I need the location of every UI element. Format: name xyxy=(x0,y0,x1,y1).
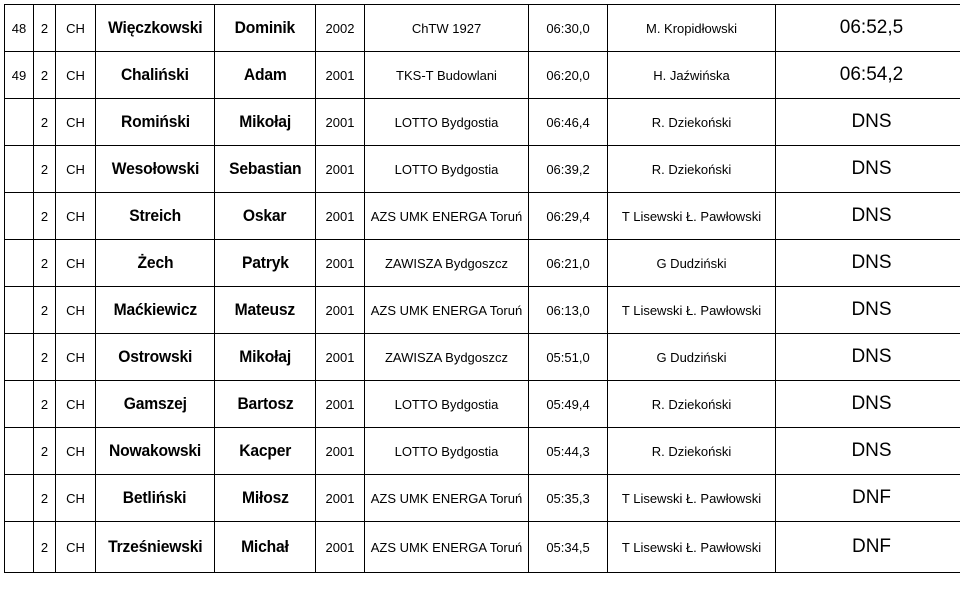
place-cell xyxy=(5,99,34,146)
coach-cell: T Lisewski Ł. Pawłowski xyxy=(608,287,776,334)
birth-year-cell: 2001 xyxy=(316,381,365,428)
coach-cell: T Lisewski Ł. Pawłowski xyxy=(608,475,776,522)
table-row xyxy=(5,193,960,240)
table-row xyxy=(5,52,960,99)
time-cell: 05:35,3 xyxy=(529,475,608,522)
first-name-text: Bartosz xyxy=(236,394,294,413)
first-name-cell xyxy=(215,334,316,381)
table-row xyxy=(5,381,960,428)
last-name-cell xyxy=(96,193,215,240)
results-body xyxy=(5,5,960,573)
boat-type-cell: CH xyxy=(56,522,96,573)
result-cell: DNS xyxy=(776,146,960,193)
boat-type-cell: CH xyxy=(56,240,96,287)
place-cell xyxy=(5,146,34,193)
club-cell: LOTTO Bydgostia xyxy=(365,146,529,193)
birth-year-cell: 2001 xyxy=(316,475,365,522)
birth-year-cell: 2001 xyxy=(316,146,365,193)
coach-cell: G Dudziński xyxy=(608,240,776,287)
first-name-cell xyxy=(215,522,316,573)
first-name-cell xyxy=(215,381,316,428)
last-name-cell xyxy=(96,146,215,193)
result-cell: DNS xyxy=(776,240,960,287)
last-name-cell xyxy=(96,52,215,99)
category-cell: 2 xyxy=(34,475,56,522)
last-name-text: Nowakowski xyxy=(108,441,202,460)
first-name-text: Miłosz xyxy=(241,488,289,507)
table-row xyxy=(5,287,960,334)
time-cell: 06:20,0 xyxy=(529,52,608,99)
results-table xyxy=(4,4,960,573)
table-row xyxy=(5,240,960,287)
birth-year-cell: 2001 xyxy=(316,428,365,475)
category-cell: 2 xyxy=(34,240,56,287)
category-cell: 2 xyxy=(34,381,56,428)
time-cell: 05:49,4 xyxy=(529,381,608,428)
coach-cell: R. Dziekoński xyxy=(608,381,776,428)
place-cell xyxy=(5,334,34,381)
first-name-text: Sebastian xyxy=(228,159,302,178)
club-cell: AZS UMK ENERGA Toruń xyxy=(365,193,529,240)
boat-type-cell: CH xyxy=(56,146,96,193)
first-name-cell xyxy=(215,193,316,240)
first-name-text: Kacper xyxy=(239,441,291,460)
first-name-cell xyxy=(215,99,316,146)
birth-year-cell: 2001 xyxy=(316,334,365,381)
time-cell: 05:51,0 xyxy=(529,334,608,381)
last-name-text: Romiński xyxy=(120,112,190,131)
first-name-text: Dominik xyxy=(234,18,296,37)
time-cell: 06:39,2 xyxy=(529,146,608,193)
time-cell: 06:21,0 xyxy=(529,240,608,287)
coach-cell: M. Kropidłowski xyxy=(608,5,776,52)
first-name-cell xyxy=(215,52,316,99)
first-name-text: Michał xyxy=(241,537,289,556)
table-row xyxy=(5,334,960,381)
club-cell: LOTTO Bydgostia xyxy=(365,99,529,146)
first-name-text: Patryk xyxy=(241,253,289,272)
table-row xyxy=(5,5,960,52)
category-cell: 2 xyxy=(34,287,56,334)
boat-type-cell: CH xyxy=(56,99,96,146)
table-row xyxy=(5,146,960,193)
last-name-cell xyxy=(96,5,215,52)
boat-type-cell: CH xyxy=(56,5,96,52)
boat-type-cell: CH xyxy=(56,52,96,99)
last-name-cell xyxy=(96,99,215,146)
time-cell: 06:29,4 xyxy=(529,193,608,240)
result-cell: DNS xyxy=(776,287,960,334)
coach-cell: R. Dziekoński xyxy=(608,146,776,193)
result-cell: DNF xyxy=(776,522,960,573)
result-cell: DNS xyxy=(776,99,960,146)
time-cell: 06:46,4 xyxy=(529,99,608,146)
coach-cell: H. Jaźwińska xyxy=(608,52,776,99)
last-name-text: Wesołowski xyxy=(111,159,199,178)
coach-cell: R. Dziekoński xyxy=(608,428,776,475)
last-name-cell xyxy=(96,381,215,428)
category-cell: 2 xyxy=(34,52,56,99)
first-name-text: Oskar xyxy=(243,206,287,225)
boat-type-cell: CH xyxy=(56,193,96,240)
boat-type-cell: CH xyxy=(56,287,96,334)
first-name-text: Adam xyxy=(243,65,287,84)
last-name-text: Streich xyxy=(129,206,181,225)
first-name-cell xyxy=(215,240,316,287)
club-cell: LOTTO Bydgostia xyxy=(365,381,529,428)
time-cell: 05:34,5 xyxy=(529,522,608,573)
category-cell: 2 xyxy=(34,193,56,240)
table-row xyxy=(5,428,960,475)
last-name-cell xyxy=(96,428,215,475)
category-cell: 2 xyxy=(34,522,56,573)
club-cell: LOTTO Bydgostia xyxy=(365,428,529,475)
place-cell xyxy=(5,193,34,240)
birth-year-cell: 2001 xyxy=(316,240,365,287)
last-name-text: Więczkowski xyxy=(107,18,203,37)
result-cell: DNS xyxy=(776,428,960,475)
result-cell: 06:52,5 xyxy=(776,5,960,52)
boat-type-cell: CH xyxy=(56,334,96,381)
last-name-text: Trześniewski xyxy=(107,537,203,556)
place-cell: 49 xyxy=(5,52,34,99)
first-name-text: Mateusz xyxy=(234,300,296,319)
result-cell: 06:54,2 xyxy=(776,52,960,99)
coach-cell: R. Dziekoński xyxy=(608,99,776,146)
time-cell: 06:30,0 xyxy=(529,5,608,52)
place-cell xyxy=(5,428,34,475)
coach-cell: T Lisewski Ł. Pawłowski xyxy=(608,193,776,240)
club-cell: AZS UMK ENERGA Toruń xyxy=(365,287,529,334)
first-name-text: Mikołaj xyxy=(239,112,291,131)
club-cell: ZAWISZA Bydgoszcz xyxy=(365,334,529,381)
birth-year-cell: 2001 xyxy=(316,99,365,146)
table-row xyxy=(5,522,960,573)
place-cell: 48 xyxy=(5,5,34,52)
category-cell: 2 xyxy=(34,428,56,475)
birth-year-cell: 2001 xyxy=(316,287,365,334)
club-cell: ChTW 1927 xyxy=(365,5,529,52)
category-cell: 2 xyxy=(34,5,56,52)
club-cell: AZS UMK ENERGA Toruń xyxy=(365,475,529,522)
first-name-cell xyxy=(215,287,316,334)
time-cell: 05:44,3 xyxy=(529,428,608,475)
place-cell xyxy=(5,522,34,573)
birth-year-cell: 2001 xyxy=(316,52,365,99)
boat-type-cell: CH xyxy=(56,381,96,428)
last-name-cell xyxy=(96,334,215,381)
place-cell xyxy=(5,240,34,287)
place-cell xyxy=(5,381,34,428)
boat-type-cell: CH xyxy=(56,428,96,475)
first-name-text: Mikołaj xyxy=(239,347,291,366)
result-cell: DNS xyxy=(776,193,960,240)
last-name-text: Ostrowski xyxy=(118,347,192,366)
last-name-text: Żech xyxy=(137,253,173,272)
coach-cell: T Lisewski Ł. Pawłowski xyxy=(608,522,776,573)
birth-year-cell: 2002 xyxy=(316,5,365,52)
birth-year-cell: 2001 xyxy=(316,522,365,573)
result-cell: DNS xyxy=(776,334,960,381)
first-name-cell xyxy=(215,428,316,475)
club-cell: TKS-T Budowlani xyxy=(365,52,529,99)
last-name-text: Maćkiewicz xyxy=(113,300,197,319)
first-name-cell xyxy=(215,5,316,52)
table-row xyxy=(5,99,960,146)
category-cell: 2 xyxy=(34,99,56,146)
club-cell: AZS UMK ENERGA Toruń xyxy=(365,522,529,573)
last-name-text: Gamszej xyxy=(123,394,187,413)
place-cell xyxy=(5,475,34,522)
time-cell: 06:13,0 xyxy=(529,287,608,334)
boat-type-cell: CH xyxy=(56,475,96,522)
club-cell: ZAWISZA Bydgoszcz xyxy=(365,240,529,287)
last-name-text: Betliński xyxy=(123,488,187,507)
birth-year-cell: 2001 xyxy=(316,193,365,240)
result-cell: DNS xyxy=(776,381,960,428)
first-name-cell xyxy=(215,475,316,522)
last-name-cell xyxy=(96,240,215,287)
last-name-cell xyxy=(96,475,215,522)
table-row xyxy=(5,475,960,522)
last-name-text: Chaliński xyxy=(121,65,189,84)
last-name-cell xyxy=(96,287,215,334)
place-cell xyxy=(5,287,34,334)
coach-cell: G Dudziński xyxy=(608,334,776,381)
first-name-cell xyxy=(215,146,316,193)
last-name-cell xyxy=(96,522,215,573)
category-cell: 2 xyxy=(34,334,56,381)
category-cell: 2 xyxy=(34,146,56,193)
result-cell: DNF xyxy=(776,475,960,522)
